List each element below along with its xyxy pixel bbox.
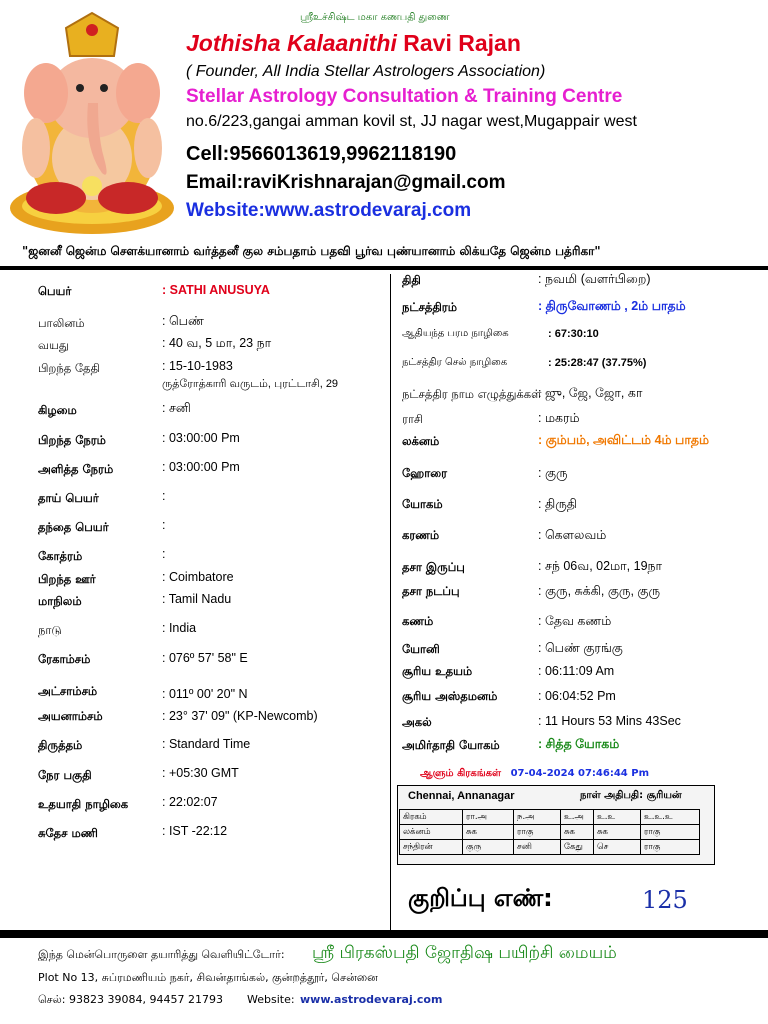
- longitude-label: ரேகாம்சம்: [38, 652, 91, 666]
- correction-label: திருத்தம்: [38, 738, 83, 752]
- name-label: பெயர்: [38, 284, 72, 298]
- age-label: வயது: [38, 338, 69, 352]
- table-cell: கேது: [561, 840, 594, 855]
- column-header: உ.உ: [594, 810, 641, 825]
- star-label: நட்சத்திரம்: [402, 300, 458, 314]
- table-cell: சந்திரன்: [400, 840, 463, 855]
- star-letters-label: நட்சத்திர நாம எழுத்துக்கள்: [402, 387, 542, 401]
- tob-label: பிறந்த நேரம்: [38, 433, 106, 447]
- karanam-label: கரணம்: [402, 528, 440, 542]
- table-cell: சுக: [561, 825, 594, 840]
- udayadi-value: : 22:02:07: [162, 795, 218, 809]
- star-sel-label: நட்சத்திர செல் நாழிகை: [402, 357, 508, 368]
- udayadi-label: உதயாதி நாழிகை: [38, 797, 129, 811]
- astrologer-name: [186, 30, 521, 57]
- yogam-value: : திருதி: [538, 497, 578, 511]
- title-italic: Jothisha Kalaanithi: [186, 30, 397, 56]
- planets-place: Chennai, Annanagar: [408, 790, 515, 802]
- sunset-value: : 06:04:52 Pm: [538, 689, 616, 703]
- mother-label: தாய் பெயர்: [38, 491, 99, 505]
- state-value: : Tamil Nadu: [162, 592, 232, 606]
- age-value: : 40 வ, 5 மா, 23 நா: [162, 336, 272, 350]
- planets-day-lord: நாள் அதிபதி: சூரியன்: [580, 790, 682, 801]
- centre-name: Stellar Astrology Consultation & Training Centre: [186, 86, 623, 107]
- day-value: : சனி: [162, 401, 191, 415]
- publisher-org: ஸ்ரீ பிரகஸ்பதி ஜோதிஷ பயிற்சி மையம்: [312, 943, 617, 963]
- ruling-planets-heading: [420, 768, 649, 780]
- table-cell: ராகு: [641, 825, 700, 840]
- sunset-label: சூரிய அஸ்தமனம்: [402, 689, 498, 703]
- place-value: : Coimbatore: [162, 570, 234, 584]
- dasa-nadappu-label: தசா நடப்பு: [402, 584, 460, 598]
- country-value: : India: [162, 621, 197, 635]
- bottom-divider: [0, 930, 768, 938]
- footer-address: Plot No 13, சுப்ரமணியம் நகர், சிவன்தாங்கல், குன்றத்தூர், சென்னை: [38, 971, 378, 984]
- table-cell: சனி: [514, 840, 561, 855]
- karanam-value: : கௌலவம்: [538, 528, 607, 542]
- email-line: Email:raviKrishnarajan@gmail.com: [186, 172, 506, 193]
- founder-line: ( Founder, All India Stellar Astrologers Association): [186, 63, 546, 80]
- lagnam-label: லக்னம்: [402, 434, 440, 448]
- phone-line: Cell:9566013619,9962118190: [186, 143, 457, 165]
- name-text: Ravi Rajan: [403, 30, 521, 56]
- name-value: : SATHI ANUSUYA: [162, 283, 270, 297]
- tob-value: : 03:00:00 Pm: [162, 431, 240, 445]
- swadesa-label: சுதேச மணி: [38, 826, 98, 840]
- website-line[interactable]: Website:www.astrodevaraj.com: [186, 200, 472, 221]
- timezone-label: நேர பகுதி: [38, 768, 92, 782]
- table-cell: குரு: [463, 840, 514, 855]
- mother-value: :: [162, 489, 166, 503]
- latitude-value: : 011º 00' 20" N: [162, 687, 248, 701]
- table-cell: ராகு: [514, 825, 561, 840]
- ganam-label: கணம்: [402, 614, 434, 628]
- duration-label: அகல்: [402, 715, 432, 729]
- reference-number: 125: [642, 886, 688, 914]
- publisher-label: இந்த மென்பொருளை தயாரித்து வெளியிட்டோர்:: [38, 948, 285, 961]
- swadesa-value: : IST -22:12: [162, 824, 228, 838]
- duration-value: : 11 Hours 53 Mins 43Sec: [538, 714, 681, 728]
- table-cell: சுக: [594, 825, 641, 840]
- adhyantha-label: ஆதியந்த பரம நாழிகை: [402, 328, 509, 339]
- column-header: ரா.அ: [463, 810, 514, 825]
- ruling-planets-table: [399, 809, 700, 855]
- amirtha-label: அமிர்தாதி யோகம்: [402, 738, 500, 752]
- yoni-label: யோனி: [402, 642, 440, 656]
- ruling-planets-title: ஆளும் கிரகங்கள்: [420, 768, 502, 779]
- column-divider: [390, 274, 391, 934]
- table-cell: சுக: [463, 825, 514, 840]
- yogam-label: யோகம்: [402, 497, 443, 511]
- sanskrit-quote: "ஜனனீ ஜென்ம சௌக்யானாம் வர்த்தனீ குல சம்பதாம் பதவி பூர்வ புண்யானாம் லிக்யதே ஜென்ம பத்ரிகா": [22, 244, 601, 258]
- sunrise-value: : 06:11:09 Am: [538, 664, 615, 678]
- star-sel-value: : 25:28:47 (37.75%): [548, 357, 647, 369]
- column-header: உ.அ: [561, 810, 594, 825]
- gender-value: : பெண்: [162, 314, 204, 328]
- gender-label: பாலினம்: [38, 316, 85, 330]
- table-row: [400, 840, 700, 855]
- dob-label: பிறந்த தேதி: [38, 361, 100, 375]
- reference-label: குறிப்பு எண்:: [408, 884, 553, 912]
- dasa-value: : சந் 06வ, 02மா, 19நா: [538, 559, 663, 573]
- footer-phone: செல்: 93823 39084, 94457 21793: [38, 993, 223, 1006]
- table-cell: செ: [594, 840, 641, 855]
- invocation-text: ஸ்ரீஉச்சிஷ்ட மகா கணபதி துணை: [300, 12, 450, 23]
- adhyantha-value: : 67:30:10: [548, 328, 599, 340]
- table-row: [400, 825, 700, 840]
- state-label: மாநிலம்: [38, 594, 82, 608]
- dasa-nadappu-value: : குரு, சுக்கி, குரு, குரு: [538, 584, 661, 598]
- ruling-planets-datetime: 07-04-2024 07:46:44 Pm: [510, 768, 649, 779]
- address-line: no.6/223,gangai amman kovil st, JJ nagar west,Mugappair west: [186, 113, 637, 130]
- column-header: உ.உ.உ: [641, 810, 700, 825]
- dob-value: : 15-10-1983: [162, 359, 233, 373]
- ganesha-image: [6, 8, 178, 238]
- gothram-label: கோத்ரம்: [38, 549, 83, 563]
- country-label: நாடு: [38, 623, 62, 637]
- table-cell: லக்னம்: [400, 825, 463, 840]
- timezone-value: : +05:30 GMT: [162, 766, 239, 780]
- gothram-value: :: [162, 547, 166, 561]
- star-value: : திருவோணம் , 2ம் பாதம்: [538, 299, 686, 313]
- day-label: கிழமை: [38, 403, 77, 417]
- sunrise-label: சூரிய உதயம்: [402, 664, 473, 678]
- star-letters-value: : ஜு, ஜே, ஜோ, கா: [538, 386, 643, 400]
- dasa-label: தசா இருப்பு: [402, 560, 465, 574]
- footer-website-label: Website:: [247, 993, 295, 1006]
- longitude-value: : 076º 57' 58" E: [162, 651, 248, 665]
- column-header: ந.அ: [514, 810, 561, 825]
- given-time-label: அளித்த நேரம்: [38, 462, 114, 476]
- horai-label: ஹோரை: [402, 466, 448, 480]
- rasi-label: ராசி: [402, 412, 423, 426]
- ayanamsa-label: அயனாம்சம்: [38, 709, 103, 723]
- thithi-label: திதி: [402, 273, 421, 287]
- table-header-row: [400, 810, 700, 825]
- horai-value: : குரு: [538, 466, 568, 480]
- table-cell: ராகு: [641, 840, 700, 855]
- latitude-label: அட்சாம்சம்: [38, 684, 98, 698]
- father-value: :: [162, 518, 166, 532]
- ayanamsa-value: : 23° 37' 09" (KP-Newcomb): [162, 709, 318, 723]
- given-time-value: : 03:00:00 Pm: [162, 460, 240, 474]
- amirtha-value: : சித்த யோகம்: [538, 737, 620, 751]
- column-header: கிரகம்: [400, 810, 463, 825]
- lagnam-value: : கும்பம், அவிட்டம் 4ம் பாதம்: [538, 433, 710, 447]
- yoni-value: : பெண் குரங்கு: [538, 641, 623, 655]
- footer-website-link[interactable]: www.astrodevaraj.com: [300, 993, 443, 1006]
- correction-value: : Standard Time: [162, 737, 251, 751]
- place-label: பிறந்த ஊர்: [38, 572, 96, 586]
- thithi-value: : நவமி (வளர்பிறை): [538, 272, 651, 286]
- rasi-value: : மகரம்: [538, 411, 580, 425]
- tamil-date: ருத்ரோத்காரி வருடம், புரட்டாசி, 29: [162, 378, 339, 390]
- top-divider: [0, 266, 768, 270]
- father-label: தந்தை பெயர்: [38, 520, 109, 534]
- ganam-value: : தேவ கணம்: [538, 614, 612, 628]
